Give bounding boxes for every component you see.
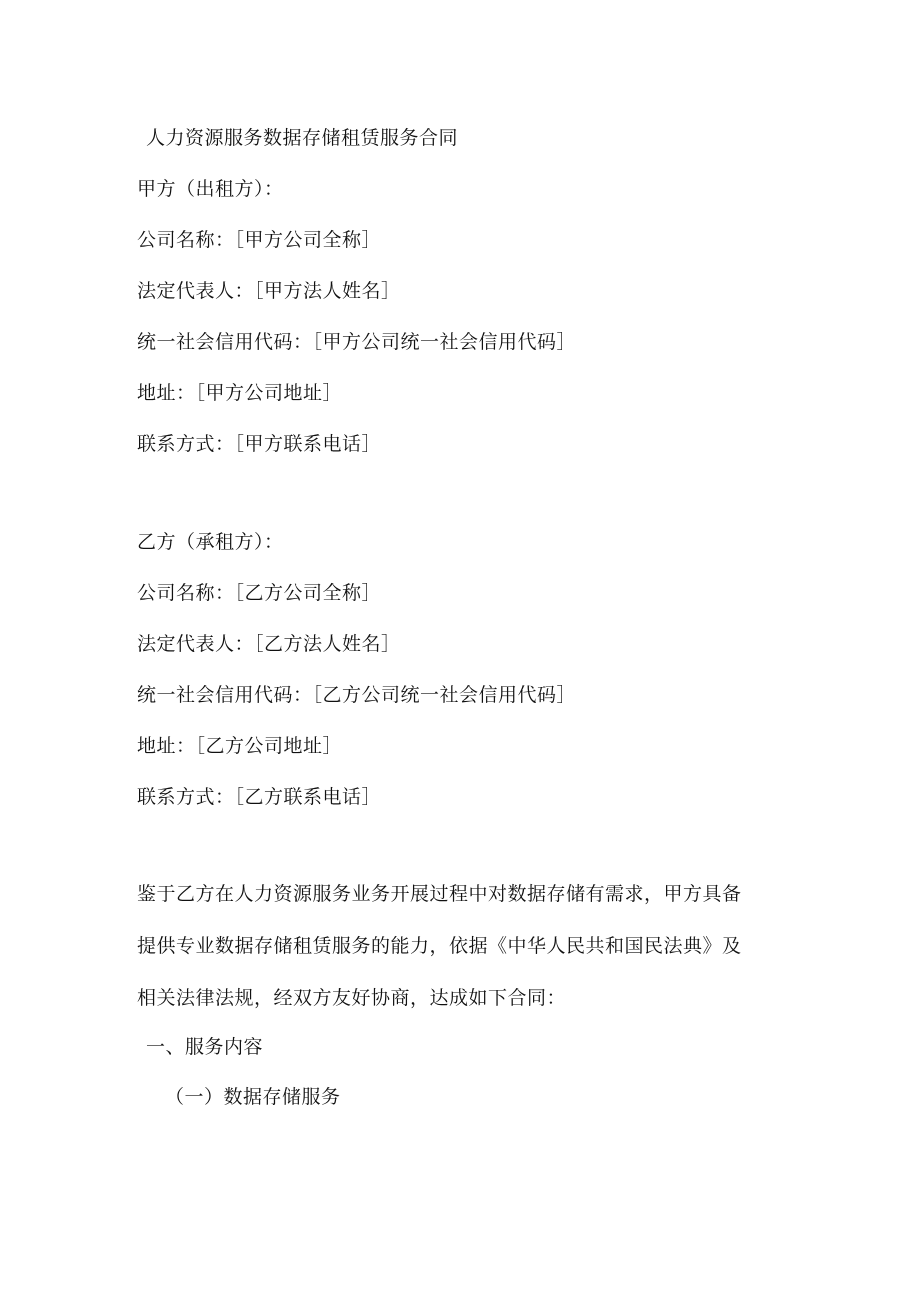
- party-b-company: 公司名称：［乙方公司全称］: [137, 582, 382, 604]
- subsection-heading-1-1: （一）数据存储服务: [165, 1086, 341, 1108]
- party-a-heading: 甲方（出租方）：: [137, 178, 284, 200]
- section-heading-1: 一、服务内容: [146, 1036, 264, 1058]
- party-a-contact: 联系方式：［甲方联系电话］: [137, 433, 382, 455]
- party-b-heading: 乙方（承租方）：: [137, 531, 284, 553]
- party-a-address: 地址：［甲方公司地址］: [137, 382, 343, 404]
- party-a-credit-code: 统一社会信用代码：［甲方公司统一社会信用代码］: [137, 331, 577, 353]
- party-b-credit-code: 统一社会信用代码：［乙方公司统一社会信用代码］: [137, 684, 577, 706]
- preamble-paragraph: 鉴于乙方在人力资源服务业务开展过程中对数据存储有需求，甲方具备提供专业数据存储租赁服务的能力，依据《中华人民共和国民法典》及相关法律法规，经双方友好协商，达成如下合同：: [137, 883, 742, 1009]
- party-a-company: 公司名称：［甲方公司全称］: [137, 229, 382, 251]
- document-title: 人力资源服务数据存储租赁服务合同: [146, 127, 459, 149]
- party-a-legal-rep: 法定代表人：［甲方法人姓名］: [137, 280, 401, 302]
- party-b-address: 地址：［乙方公司地址］: [137, 735, 343, 757]
- party-b-contact: 联系方式：［乙方联系电话］: [137, 786, 382, 808]
- party-b-legal-rep: 法定代表人：［乙方法人姓名］: [137, 633, 401, 655]
